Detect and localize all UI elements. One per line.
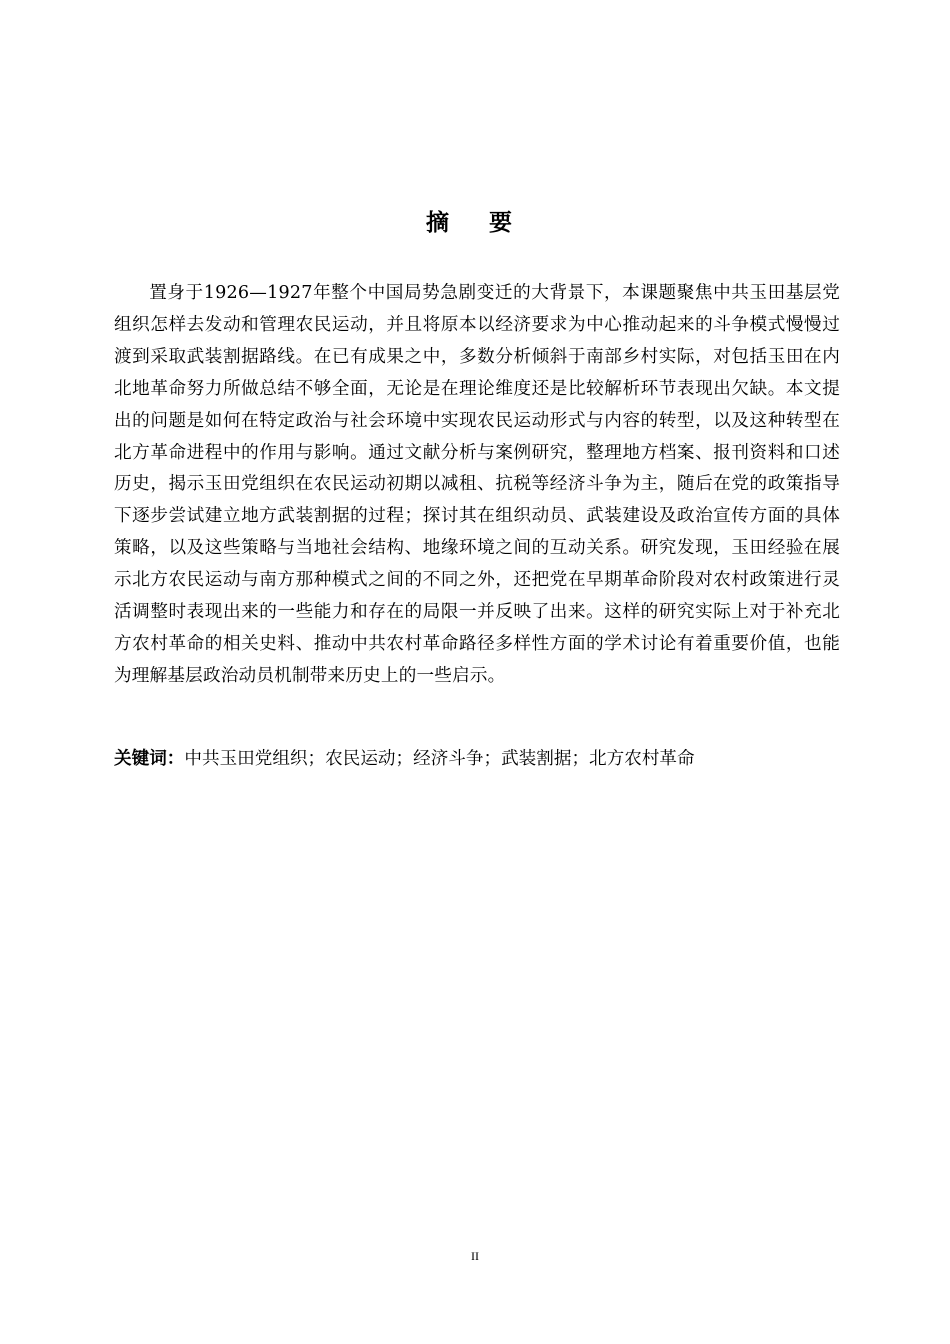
page-title: 摘要 (426, 210, 552, 236)
page-number: II (471, 1249, 479, 1263)
keywords-line (114, 746, 840, 772)
keywords-text: 中共玉田党组织；农民运动；经济斗争；武装割据；北方农村革命 (184, 749, 695, 769)
abstract-paragraph: 置身于1926—1927年整个中国局势急剧变迁的大背景下，本课题聚焦中共玉田基层党组织怎样去发动和管理农民运动，并且将原本以经济要求为中心推动起来的斗争模式慢慢过渡到采取武装割据路线。在已有成果之中，多数分析倾斜于南部乡村实际，对包括玉田在内北地革命努力所做总结不够全面，无论是在理论维度还是比较解析环节表现出欠缺。本文提出的问题是如何在特定政治与社会环境中实现农民运动形式与内容的转型，以及这种转型在北方革命进程中的作用与影响。通过文献分析与案例研究，整理地方档案、报刊资料和口述历史，揭示玉田党组织在农民运动初期以减租、抗税等经济斗争为主，随后在党的政策指导下逐步尝试建立地方武装割据的过程；探讨其在组织动员、武装建设及政治宣传方面的具体策略，以及这些策略与当地社会结构、地缘环境之间的互动关系。研究发现，玉田经验在展示北方农民运动与南方那种模式之间的不同之外，还把党在早期革命阶段对农村政策进行灵活调整时表现出来的一些能力和存在的局限一并反映了出来。这样的研究实际上对于补充北方农村革命的相关史料、推动中共农村革命路径多样性方面的学术讨论有着重要价值，也能为理解基层政治动员机制带来历史上的一些启示。 (114, 283, 840, 686)
keywords-label: 关键词： (114, 749, 185, 769)
